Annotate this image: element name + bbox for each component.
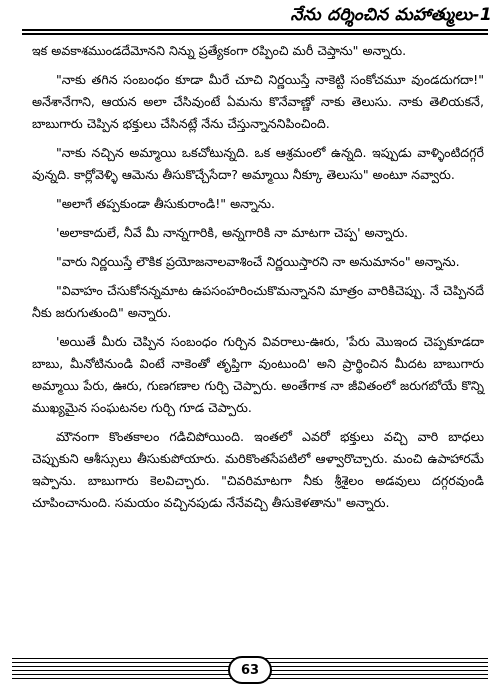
paragraph: "అలాగే తప్పకుండా తీసుకురాండి!" అన్నాను. — [56, 196, 276, 211]
paragraph: మౌనంగా కొంతకాలం గడిచిపోయింది. ఇంతలో ఎవరో భక్తులు వచ్చి వారి బాధలు చెప్పుకుని ఆశీస్సులు తీసుకుపోయారు. మరికొంతసేపటిలో ఆళ్వారొచ్చారు. మంచి ఉపాహారమే ఇప్పాను. బాబుగారు కెలవిచ్చారు. "చివరిమాటగా నీకు శ్రీశైలం అడవులు దగ్గరవుండి చూపించానుంది. సమయం వచ్చినపుడు నేనేవచ్చి తీసుకెళతాను" అన్నారు. — [32, 429, 484, 510]
header-rule — [22, 29, 488, 31]
paragraph: "నాకు నచ్చిన అమ్మాయి ఒకచోటున్నది. ఒక ఆశ్రమంలో ఉన్నది. ఇప్పుడు వాళ్ళింటిదగ్గరే వున్నది. కార్లోవెళ్ళి ఆమెను తీసుకొచ్చేసేదా? అమ్మాయి నీక్కూ తెలుసు" అంటూ నవ్వారు. — [32, 145, 484, 182]
paragraph: "వారు నిర్ణయిస్తే లౌకిక ప్రయోజనాలవాశించే నిర్ణయిస్తారని నా అనుమానం" అన్నాను. — [56, 254, 460, 269]
page-footer — [12, 654, 488, 688]
paragraph: ఇక అవకాశముండదేమోనని నిన్ను ప్రత్యేకంగా రప్పించి మరీ చెప్తాను" అన్నారు. — [32, 43, 407, 58]
paragraph: 'అలాకాదులే, నీవే మీ నాన్నగారికి, అన్నగారికి నా మాటగా చెప్ప' అన్నారు. — [56, 225, 409, 240]
running-header-title: నేను దర్శించిన మహాత్ములు-1 — [290, 5, 492, 25]
paragraph: "నాకు తగిన సంబంధం కూడా మీరే చూచి నిర్ణయిస్తే నాకెట్టి సంకోచమూ వుండదుగదా!" అనేశానేగాని, ఆయన అలా చేసివుంటే ఏమను కొనేవాణ్ణో నాకు తెలుసు. నాకు తెలియకనే, బాబుగారు చెప్పిన భక్తులు చేసినట్లే నేను చేస్తున్నాననిపించింది. — [32, 72, 484, 131]
page-number: 63 — [240, 662, 260, 678]
header-rule — [22, 33, 488, 35]
paragraph: "వివాహం చేసుకోనన్నమాట ఉపసంహరించుకొమన్నానని మాత్రం వారికిచెప్పు. నే చెప్పినదే నీకు జరుగుతుంది" అన్నారు. — [32, 283, 484, 320]
page-body — [32, 40, 484, 521]
paragraph: 'అయితే మీరు చెప్పిన సంబంధం గుర్చిన వివరాలు-ఊరు, 'పేరు మొఇంద చెప్పకూడదా బాబు, మీనోటినుండి వింటే నాకెంతో తృప్తిగా వుంటుంది' అని ప్రార్థించిన మీదట బాబుగారు అమ్మాయి పేరు, ఊరు, గుణగణాల గుర్చి చెప్పారు. అంతేగాక నా జీవితంలో జరుగబోయే కొన్ని ముఖ్యమైన సంఘటనల గుర్చి గూడ చెప్పారు. — [32, 334, 484, 415]
page-number-badge — [228, 656, 272, 684]
